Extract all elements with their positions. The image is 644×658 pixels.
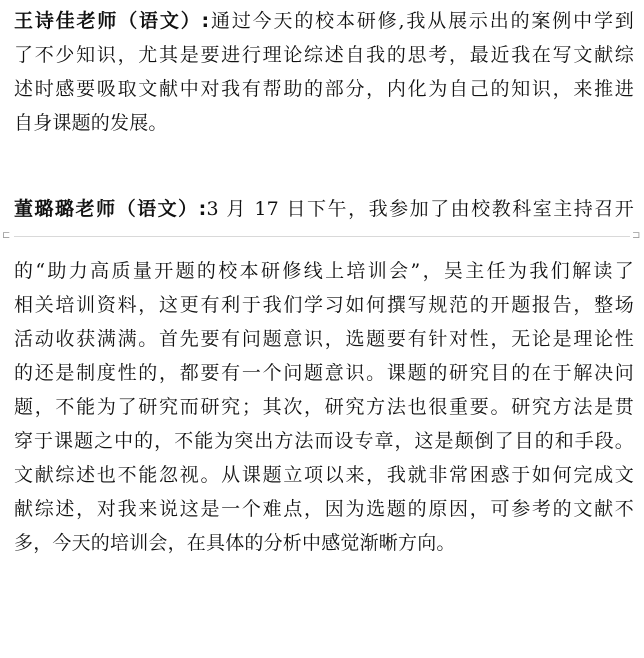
paragraph-line: 述时感要吸取文献中对我有帮助的部分，内化为自己的知识，来推进 [14,78,634,100]
speaker-name: 董璐璐老师（语文）: [14,198,207,220]
paragraph-line [14,4,634,38]
paragraph-wang-shijia [14,4,634,140]
paragraph-line: 穿于课题之中的，不能为突出方法而设专章，这是颠倒了目的和手段。 [14,430,634,452]
paragraph-text: 3 月 17 日下午，我参加了由校教科室主持召开 [206,198,634,220]
paragraph-line: 相关培训资料，这更有利于我们学习如何撰写规范的开题报告，整场 [14,294,634,316]
paragraph-line: 的还是制度性的，都要有一个问题意识。课题的研究目的在于解决问 [14,362,634,384]
paragraph-line: 的“助力高质量开题的校本研修线上培训会”，吴主任为我们解读了 [14,260,634,282]
page-break [0,229,644,243]
paragraph-line: 活动收获满满。首先要有问题意识，选题要有针对性，无论是理论性 [14,328,634,350]
paragraph-line: 题，不能为了研究而研究；其次，研究方法也很重要。研究方法是贯 [14,396,634,418]
page-break-left-icon: ⊏ [2,230,11,241]
speaker-name: 王诗佳老师（语文）: [14,10,210,32]
paragraph-line: 自身课题的发展。 [14,112,168,134]
paragraph-dong-lulu-start [14,192,634,226]
page-break-right-icon: ⊐ [632,230,641,241]
paragraph-line: 了不少知识，尤其是要进行理论综述自我的思考，最近我在写文献综 [14,44,634,66]
paragraph-dong-lulu-continued [14,254,634,560]
paragraph-text: 通过今天的校本研修,我从展示出的案例中学到 [209,10,634,32]
paragraph-line: 献综述，对我来说这是一个难点，因为选题的原因，可参考的文献不 [14,498,634,520]
paragraph-line: 文献综述也不能忽视。从课题立项以来，我就非常困惑于如何完成文 [14,464,634,486]
paragraph-line: 多，今天的培训会，在具体的分析中感觉渐晰方向。 [14,532,456,554]
paragraph-line [14,192,634,226]
page-break-line [14,236,630,237]
